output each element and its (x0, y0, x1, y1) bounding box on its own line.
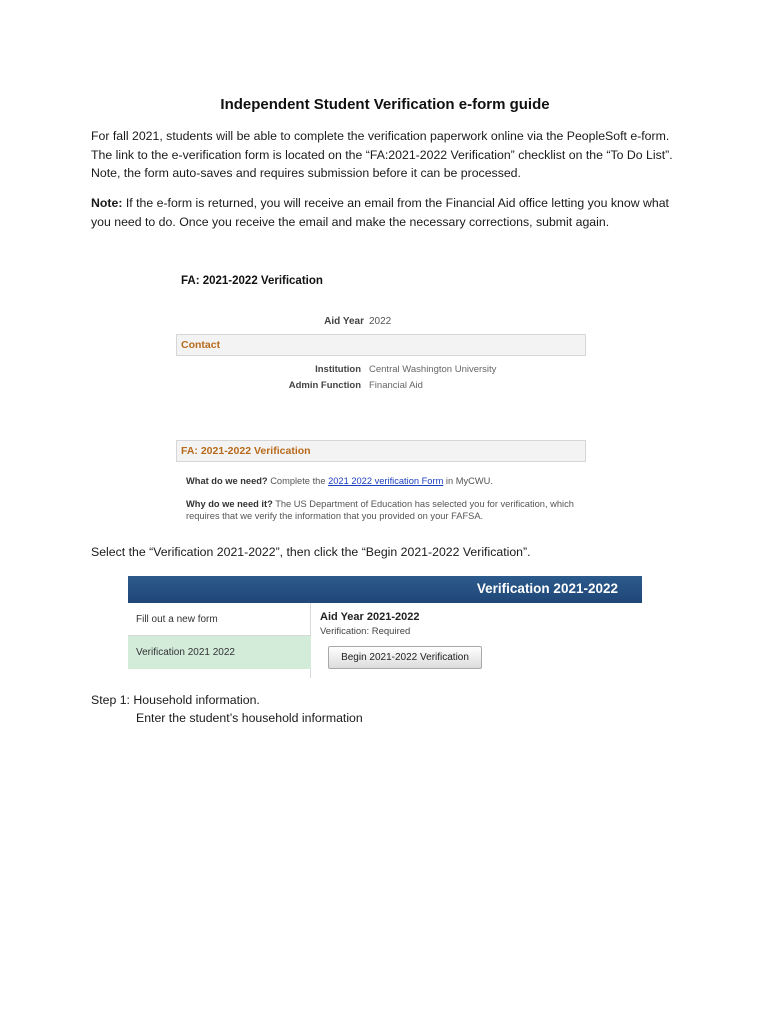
institution-value: Central Washington University (369, 364, 497, 375)
select-instruction: Select the “Verification 2021-2022”, then click the “Begin 2021-2022 Verification”. (91, 545, 531, 559)
sidebar-item-new-form[interactable]: Fill out a new form (128, 603, 311, 636)
begin-verification-button[interactable]: Begin 2021-2022 Verification (328, 646, 482, 669)
verification-form-screenshot (128, 576, 642, 680)
what-text-post: in MyCWU. (443, 476, 493, 486)
verification-section-header: FA: 2021-2022 Verification (176, 440, 586, 462)
admin-function-value: Financial Aid (369, 380, 423, 391)
note-text: If the e-form is returned, you will receive an email from the Financial Aid office letting you know what you need to do. Once you receive the email and make the necessary corrections, submit again. (91, 196, 669, 229)
verification-status: Verification: Required (320, 626, 411, 637)
checklist-screenshot (176, 272, 588, 524)
what-do-we-need (186, 475, 586, 487)
form-aid-year: Aid Year 2021-2022 (320, 611, 420, 623)
why-do-we-need (186, 498, 586, 522)
note-label: Note: (91, 196, 123, 210)
admin-function-label: Admin Function (288, 380, 361, 391)
document-title: Independent Student Verification e-form guide (220, 96, 550, 113)
verification-header-bar (128, 576, 642, 603)
what-label: What do we need? (186, 476, 268, 486)
note-paragraph (91, 194, 681, 231)
intro-paragraph: For fall 2021, students will be able to complete the verification paperwork online via the PeopleSoft e-form. The link to the e-verification form is located on the “FA:2021-2022 Verification” checklist on the “To Do List”. Note, the form auto-saves and requires submission before it can be processed. (91, 129, 673, 180)
aid-year-value: 2022 (369, 316, 392, 327)
what-text-pre: Complete the (267, 476, 329, 486)
verification-form-link[interactable]: 2021 2022 verification Form (328, 476, 444, 486)
step1-detail: Enter the student’s household information (136, 711, 363, 725)
sidebar-item-verification[interactable]: Verification 2021 2022 (128, 636, 311, 669)
step1-title: Step 1: Household information. (91, 693, 260, 707)
form-sidebar (128, 603, 311, 678)
institution-label: Institution (315, 364, 361, 375)
why-text: The US Department of Education has selected you for verification, which requires that we verify the information that you provided on your FAFSA. (186, 499, 574, 521)
verification-header-title: Verification 2021-2022 (476, 581, 618, 596)
why-label: Why do we need it? (186, 499, 273, 509)
checklist-title: FA: 2021-2022 Verification (181, 275, 323, 287)
contact-section-header: Contact (176, 334, 586, 356)
aid-year-label: Aid Year (324, 316, 364, 327)
